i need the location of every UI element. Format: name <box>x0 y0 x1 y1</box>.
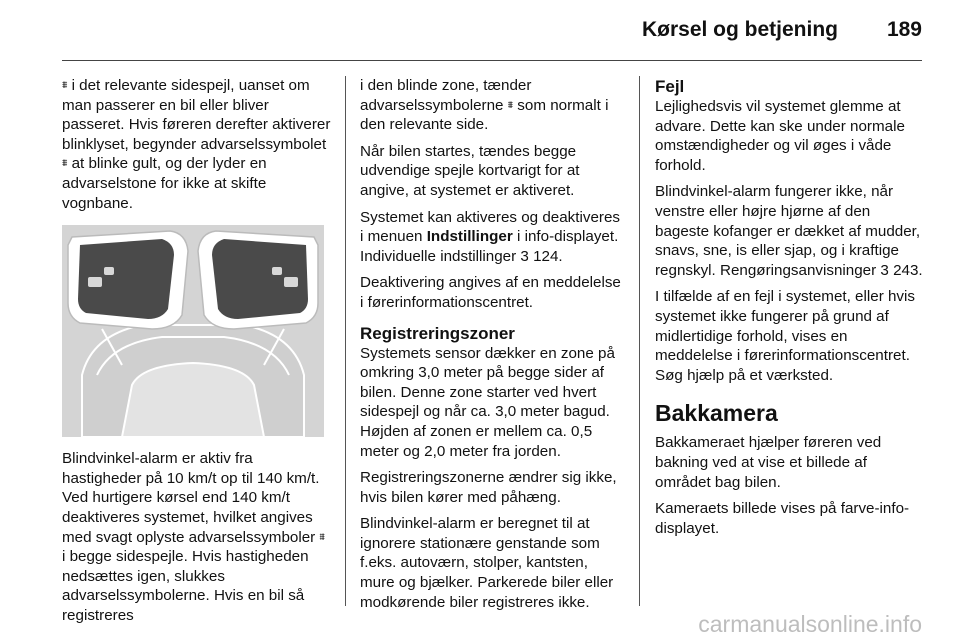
paragraph: Når bilen startes, tændes begge udvendige spejle kortvarigt for at angive, at systemet er aktiveret. <box>360 142 580 199</box>
paragraph: Kameraets billede vises på farve-info-displayet. <box>655 500 910 537</box>
section-heading: Registreringszoner <box>360 323 515 343</box>
paragraph: Systemet kan aktiveres og deaktiveres i menuen Indstillinger i info-displayet. Individuelle indstillinger 3 124. <box>360 208 620 265</box>
blind-spot-car-icon: ⩩ <box>62 80 68 91</box>
paragraph: Deaktivering angives af en meddelelse i førerinformationscentret. <box>360 274 621 311</box>
chapter-title: Kørsel og betjening <box>641 18 838 41</box>
section-heading: Fejl <box>655 77 685 96</box>
header-rule <box>62 60 922 61</box>
column-divider <box>639 76 640 606</box>
watermark: carmanualsonline.info <box>698 611 922 637</box>
column-3 <box>655 76 925 545</box>
paragraph: Bakkameraet hjælper føreren ved bakning ved at vise et billede af området bag bilen. <box>655 434 882 491</box>
mirror-illustration <box>62 225 324 437</box>
chapter-section-heading: Bakkamera <box>655 400 778 427</box>
paragraph: Systemets sensor dækker en zone på omkring 3,0 meter på begge sider af bilen. Denne zone starter ved hvert sidespejl og når ca. 3,0 meter bagud. Højden af zonen er mellem ca. 0,5 meter og 2,0 meter fra jorden. <box>360 344 615 460</box>
paragraph: ⩩ i det relevante sidespejl, uanset om man passerer en bil eller bliver passeret. Hvis føreren derefter aktiverer blinklyset, begynder advarselssymbolet ⩩ at blinke gult, og der lyder en advarselstone for ikke at skifte vognbane. <box>62 77 331 212</box>
blind-spot-car-icon: ⩩ <box>507 99 514 111</box>
column-divider <box>345 76 346 606</box>
paragraph: i den blinde zone, tænder advarselssymbolerne ⩩ som normalt i den relevante side. <box>360 77 609 134</box>
paragraph: Blindvinkel-alarm fungerer ikke, når venstre eller højre hjørne af den bageste kofanger er dækket af mudder, snavs, sne, is eller sjap, og i kraftige regnskyl. Rengøringsanvisninger 3 243. <box>655 183 923 279</box>
paragraph: Registreringszonerne ændrer sig ikke, hvis bilen kører med påhæng. <box>360 469 617 506</box>
column-2 <box>360 76 624 619</box>
page-header <box>0 0 960 62</box>
blind-spot-car-icon: ⩩ <box>319 531 325 543</box>
menu-name: Indstillinger <box>426 228 513 246</box>
reference-arrow-icon: 3 <box>520 247 529 265</box>
paragraph: Blindvinkel-alarm er beregnet til at ignorere stationære genstande som f.eks. autoværn, stolper, kantsten, mure og bjælker. Parkerede biler eller modkørende biler registreres ikke. <box>360 515 614 611</box>
page-number: 189 <box>886 18 922 41</box>
column-1 <box>62 76 332 633</box>
paragraph: I tilfælde af en fejl i systemet, eller hvis systemet ikke fungerer på grund af midlertidige forhold, vises en meddelelse i førerinformationscentret. Søg hjælp på et værksted. <box>655 288 915 384</box>
reference-arrow-icon: 3 <box>880 261 889 279</box>
paragraph: Lejlighedsvis vil systemet glemme at advare. Dette kan ske under normale omstændigheder og vil øges i våde forhold. <box>655 98 905 174</box>
paragraph: Blindvinkel-alarm er aktiv fra hastigheder på 10 km/t op til 140 km/t. Ved hurtigere kørsel end 140 km/t deaktiveres systemet, hvilket angives med svagt oplyste advarselssymboler ⩩ i begge sidespejle. Hvis hastigheden nedsættes igen, slukkes advarselssymbolerne. Hvis en bil så registreres <box>62 450 325 624</box>
blind-spot-car-icon: ⩩ <box>62 158 68 170</box>
